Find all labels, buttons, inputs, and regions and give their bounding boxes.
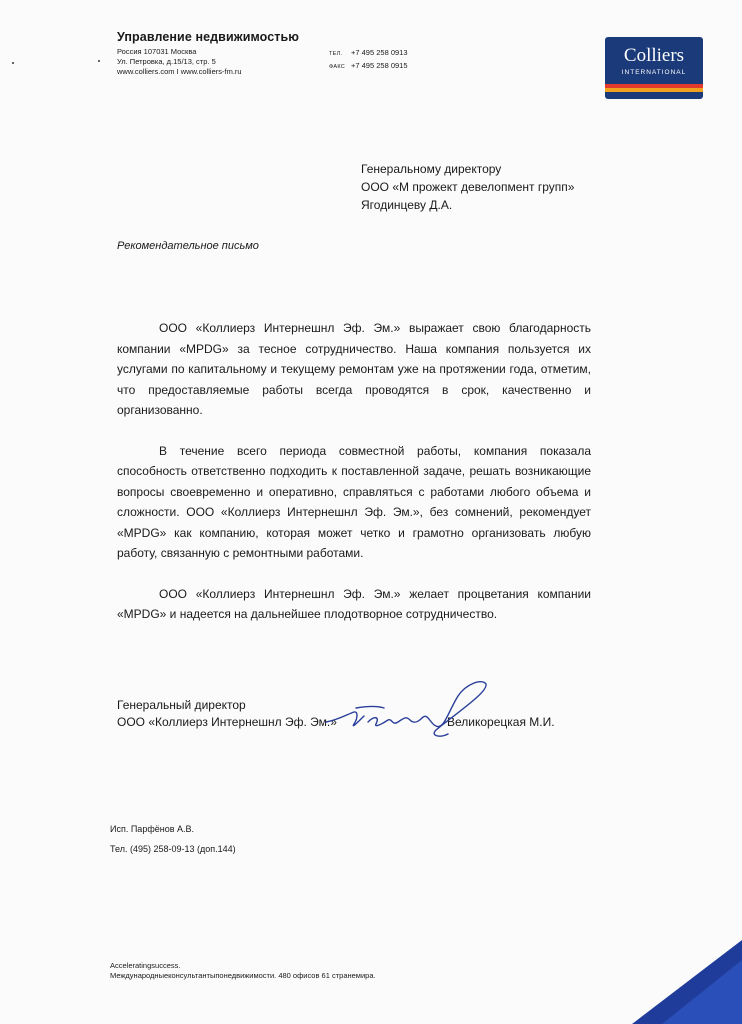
address-line: www.colliers.com I www.colliers-fm.ru <box>117 67 242 76</box>
page-footer <box>110 961 376 981</box>
scan-speck <box>98 60 100 62</box>
signatory-name: Великорецкая М.И. <box>447 715 555 729</box>
recipient-line: Ягодинцеву Д.А. <box>361 198 453 212</box>
signatory-title: Генеральный директор <box>117 698 246 712</box>
executor-block <box>110 819 236 859</box>
logo-subtitle: INTERNATIONAL <box>621 69 687 76</box>
body-paragraph: В течение всего периода совместной работы, компания показала способность ответственно подходить к поставленной задаче, решать возникающие вопросы своевременно и оперативно, справляться с работами любого объема и сложности. ООО «Коллиерз Интернешнл Эф. Эм.», без сомнений, рекомендует «MPDG» как компанию, которая может четко и грамотно организовать любую работу, связанную с ремонтными работами. <box>117 443 591 560</box>
executor-name: Исп. Парфёнов А.В. <box>110 824 194 834</box>
phone-label: ТЕЛ. <box>329 51 343 57</box>
executor-phone: Тел. (495) 258-09-13 (доп.144) <box>110 844 236 854</box>
recipient-line: ООО «М прожект девелопмент групп» <box>361 180 575 194</box>
footer-description: Международныеконсультантыпонедвижимости. 480 офисов 61 странемира. <box>110 971 376 980</box>
address-line: Россия 107031 Москва <box>117 47 197 56</box>
recipient-block <box>361 160 574 214</box>
footer-slogan: Acceleratingsuccess. <box>110 961 181 970</box>
company-name: Управление недвижимостью <box>117 30 300 44</box>
letter-subject: Рекомендательное письмо <box>117 240 259 252</box>
scan-speck <box>12 62 14 64</box>
logo-stripe-orange <box>605 88 703 92</box>
recipient-line: Генеральному директору <box>361 162 502 176</box>
fax-value: +7 495 258 0915 <box>351 61 408 70</box>
corner-decoration <box>632 940 742 1024</box>
body-paragraph: ООО «Коллиерз Интернешнл Эф. Эм.» выражает свою благодарность компании «MPDG» за тесное сотрудничество. Наша компания пользуется их услугами по капитальному и текущему ремонтам уже на протяжении года, отметим, что предоставляемые работы всегда проводятся в срок, качественно и организованно. <box>117 321 591 417</box>
body-paragraph: ООО «Коллиерз Интернешнл Эф. Эм.» желает процветания компании «MPDG» и надеется на дальнейшее плодотворное сотрудничество. <box>117 586 591 621</box>
address-line: Ул. Петровка, д.15/13, стр. 5 <box>117 57 216 66</box>
colliers-logo <box>605 37 703 99</box>
signatory-org: ООО «Коллиерз Интернешнл Эф. Эм.» <box>117 715 337 729</box>
letterhead-address-block <box>117 30 299 77</box>
fax-row <box>329 60 408 73</box>
letterhead-contacts <box>329 47 408 73</box>
handwritten-signature <box>318 672 493 752</box>
phone-value: +7 495 258 0913 <box>351 48 408 57</box>
phone-row <box>329 47 408 60</box>
logo-name: Colliers <box>623 45 685 66</box>
fax-label: ФАКС <box>329 64 346 70</box>
letter-body <box>117 318 591 645</box>
